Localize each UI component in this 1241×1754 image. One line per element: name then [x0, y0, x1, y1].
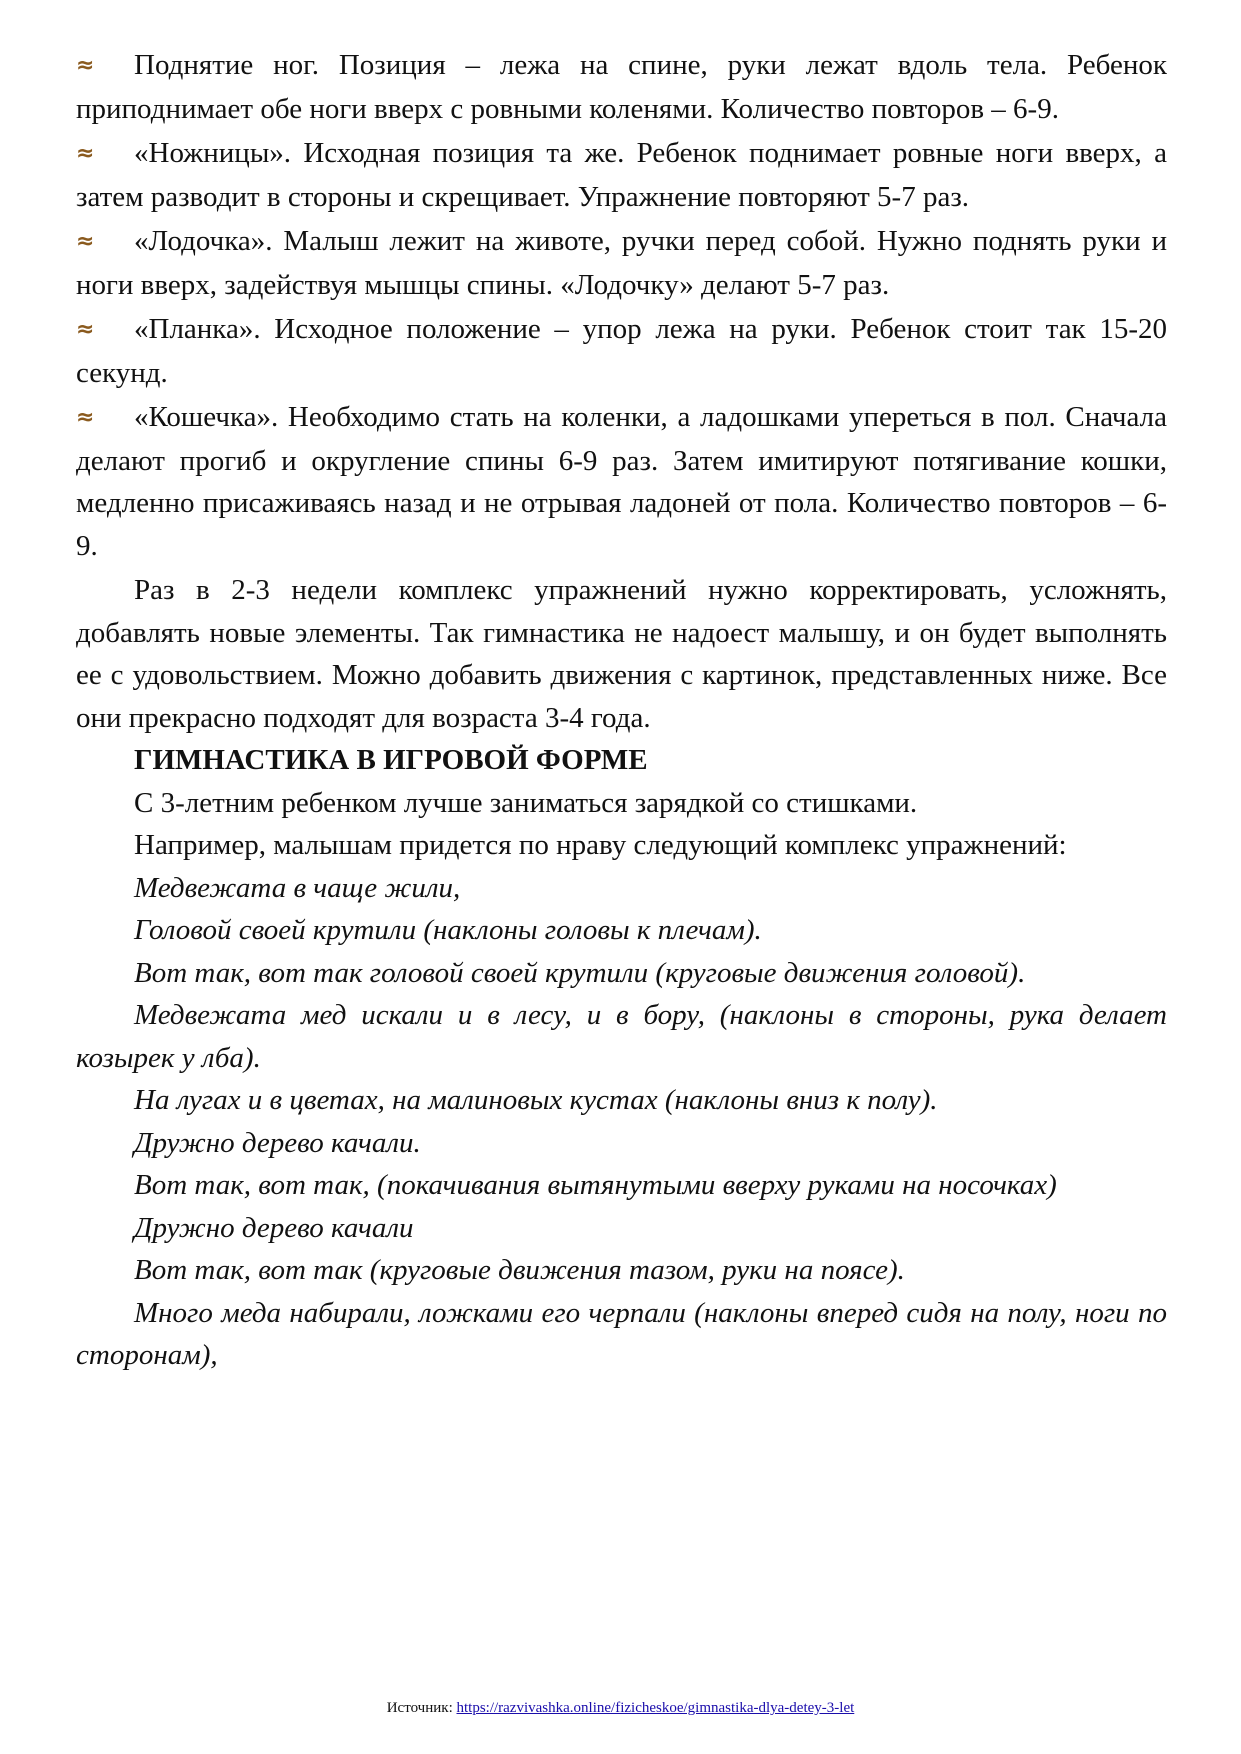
paragraph-correction: Раз в 2-3 недели комплекс упражнений нужно корректировать, усложнять, добавлять новые элементы. Так гимнастика не надоест малышу, и он будет выполнять ее с удовольствием. Можно добавить движения с картинок, представленных ниже. Все они прекрасно подходят для возраста 3-4 года.: [76, 574, 1167, 734]
exercise-item: [76, 44, 1167, 130]
exercise-text: «Планка». Исходное положение – упор лежа на руки. Ребенок стоит так 15-20 секунд.: [76, 313, 1167, 389]
bullet-icon: ≈: [76, 317, 95, 342]
source-label: Источник:: [386, 1700, 457, 1716]
exercise-text: Поднятие ног. Позиция – лежа на спине, руки лежат вдоль тела. Ребенок приподнимает обе ноги вверх с ровными коленями. Количество повторов – 6-9.: [76, 49, 1167, 125]
paragraph-intro: С 3-летним ребенком лучше заниматься зарядкой со стишками.: [134, 786, 918, 819]
poem-line: Дружно дерево качали.: [134, 1126, 421, 1159]
source-link[interactable]: https://razvivashka.online/fizicheskoe/gimnastika-dlya-detey-3-let: [456, 1700, 855, 1716]
bullet-icon: ≈: [76, 53, 95, 78]
section-heading: ГИМНАСТИКА В ИГРОВОЙ ФОРМЕ: [134, 744, 648, 776]
poem-line: Дружно дерево качали: [134, 1211, 414, 1244]
exercise-item: [76, 308, 1167, 394]
exercise-text: «Ножницы». Исходная позиция та же. Ребенок поднимает ровные ноги вверх, а затем разводит в стороны и скрещивает. Упражнение повторяют 5-7 раз.: [76, 137, 1167, 213]
exercise-item: [76, 132, 1167, 218]
bullet-icon: ≈: [76, 141, 95, 166]
poem-line: Медвежата в чаще жили,: [134, 871, 461, 904]
poem-line: Головой своей крутили (наклоны головы к плечам).: [134, 914, 762, 946]
poem-line: Вот так, вот так (круговые движения тазом, руки на поясе).: [134, 1254, 905, 1286]
exercise-text: «Кошечка». Необходимо стать на коленки, а ладошками упереться в пол. Сначала делают прогиб и округление спины 6-9 раз. Затем имитируют потягивание кошки, медленно присаживаясь назад и не отрывая ладоней от пола. Количество повторов – 6-9.: [76, 401, 1167, 562]
source-footer: [0, 1700, 1241, 1717]
paragraph-example: Например, малышам придется по нраву следующий комплекс упражнений:: [134, 829, 1067, 861]
poem-line: На лугах и в цветах, на малиновых кустах (наклоны вниз к полу).: [134, 1084, 938, 1116]
bullet-icon: ≈: [76, 229, 95, 254]
poem-line: Вот так, вот так головой своей крутили (круговые движения головой).: [134, 956, 1026, 989]
exercise-item: [76, 396, 1167, 567]
poem-line: Много меда набирали, ложками его черпали (наклоны вперед сидя на полу, ноги по сторонам),: [76, 1296, 1167, 1371]
exercise-text: «Лодочка». Малыш лежит на животе, ручки перед собой. Нужно поднять руки и ноги вверх, задействуя мышцы спины. «Лодочку» делают 5-7 раз.: [76, 225, 1167, 301]
exercise-item: [76, 220, 1167, 306]
bullet-icon: ≈: [76, 405, 95, 430]
poem-line: Медвежата мед искали и в лесу, и в бору, (наклоны в стороны, рука делает козырек у лба).: [76, 999, 1167, 1074]
poem-line: Вот так, вот так, (покачивания вытянутыми вверху руками на носочках): [134, 1169, 1057, 1201]
document-page: [76, 44, 1167, 1377]
